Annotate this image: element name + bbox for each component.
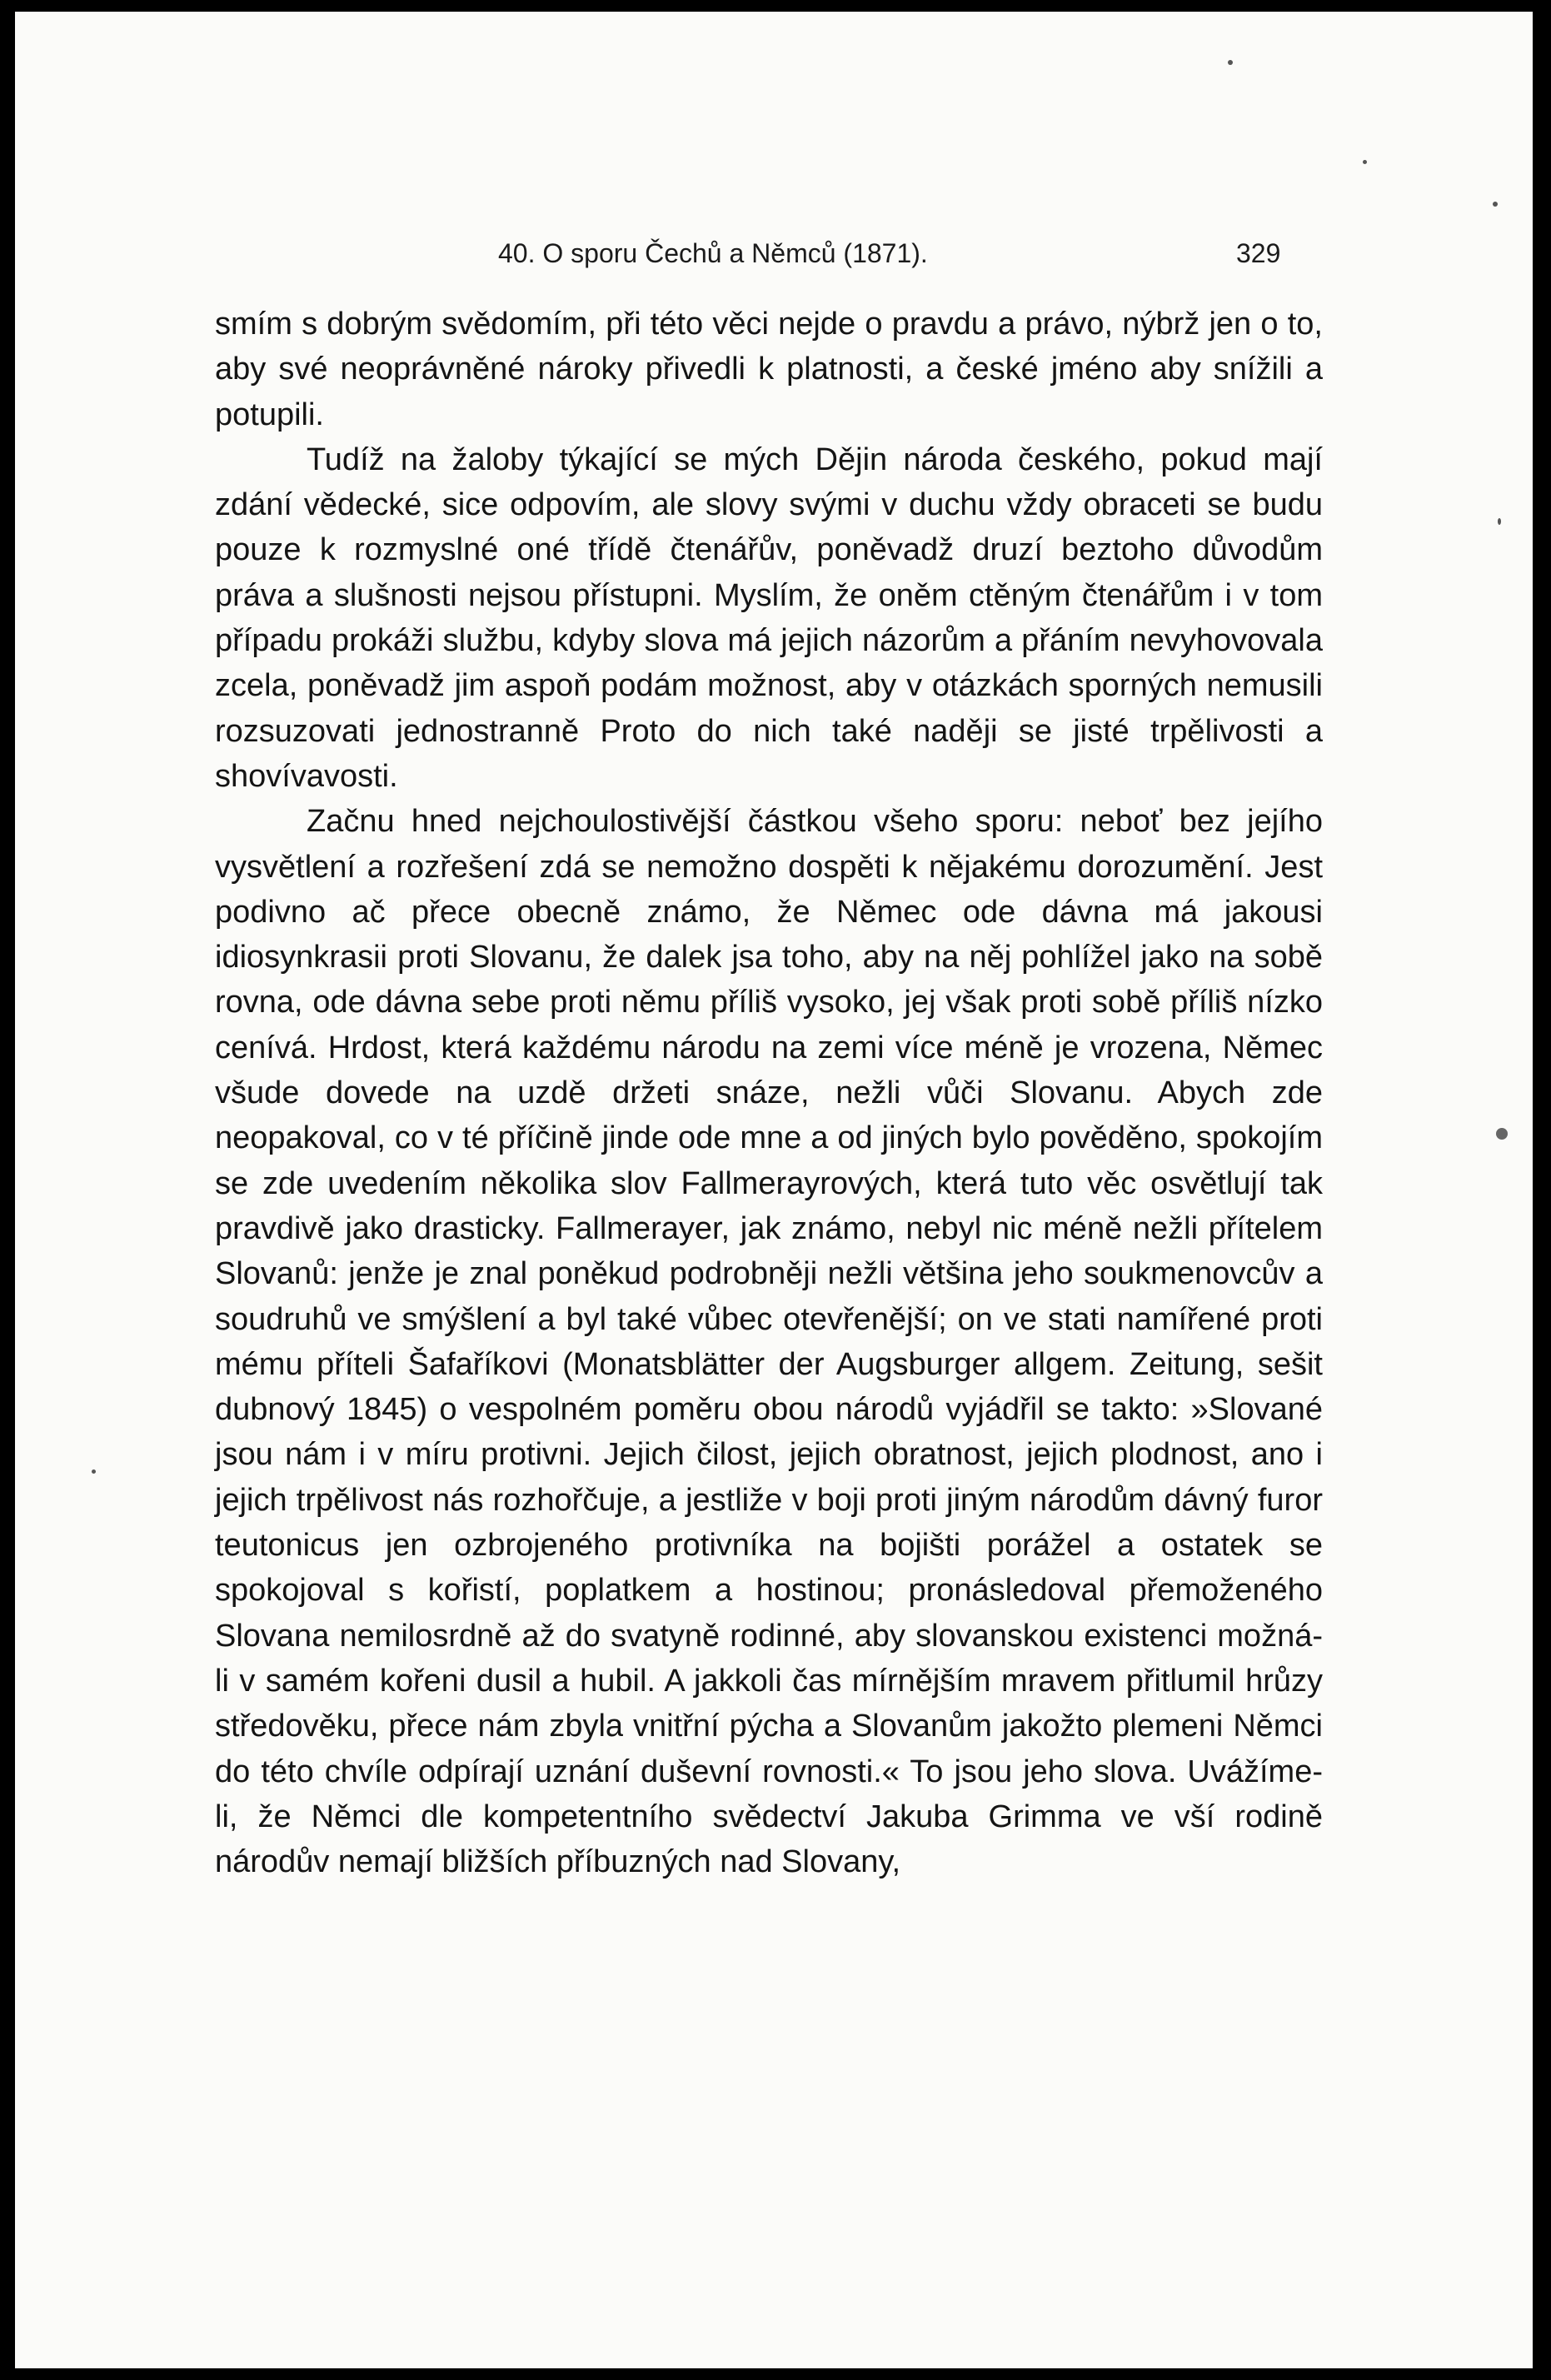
- page-number: 329: [1236, 238, 1281, 268]
- scan-speck: [1498, 518, 1501, 525]
- book-page: [15, 12, 1533, 2368]
- scan-speck: [92, 1469, 96, 1474]
- running-title: 40. O sporu Čechů a Němců (1871).: [498, 238, 928, 268]
- paragraph: Začnu hned nejchoulostivější částkou všeho sporu: neboť bez jejího vysvětlení a rozřešení zdá se nemožno dospěti k nějakému dorozumění. Jest podivno ač přece obecně známo, že Němec ode dávna má jakousi idiosynkrasii proti Slovanu, že dalek jsa toho, aby na něj pohlížel jako na sobě rovna, ode dávna sebe proti němu příliš vysoko, jej však proti sobě příliš nízko cenívá. Hrdost, která každému národu na zemi více méně je vrozena, Němec všude dovede na uzdě držeti snáze, nežli vůči Slovanu. Abych zde neopakoval, co v té příčině jinde ode mne a od jiných bylo pověděno, spokojím se zde uvedením několika slov Fallmerayrových, která tuto věc osvětlují tak pravdivě jako drasticky. Fallmerayer, jak známo, nebyl nic méně nežli přítelem Slovanů: jenže je znal poněkud podrobněji nežli většina jeho soukmenovcův a soudruhů ve smýšlení a byl také vůbec otevřenější; on ve stati namířené proti mému příteli Šafaříkovi (Monatsblätter der Augsburger allgem. Zeitung, sešit dubnový 1845) o vespolném poměru obou národů vyjádřil se takto: »Slované jsou nám i v míru protivni. Jejich čilost, jejich obratnost, jejich plodnost, ano i jejich trpělivost nás rozhořčuje, a jestliže v boji proti jiným národům dávný furor teutonicus jen ozbrojeného protivníka na bojišti porážel a ostatek se spokojoval s kořistí, poplatkem a hostinou; pronásledoval přemoženého Slovana nemilosrdně až do svatyně rodinné, aby slovanskou existenci možná-li v samém kořeni dusil a hubil. A jakkoli čas mírnějším mravem přitlumil hrůzy středověku, přece nám zbyla vnitřní pýcha a Slovanům jakožto plemeni Němci do této chvíle odpírají uznání duševní rovnosti.« To jsou jeho slova. Uvážíme-li, že Němci dle kompetentního svědectví Jakuba Grimma ve vší rodině národův nemají bližších příbuzných nad Slovany,: [215, 804, 1323, 1880]
- scan-speck: [1228, 60, 1233, 65]
- paragraph-continuation: smím s dobrým svědomím, při této věci nejde o pravdu a právo, nýbrž jen o to, aby své neoprávněné nároky přivedli k platnosti, a české jméno aby snížili a potupili.: [215, 307, 1323, 432]
- paragraph: Tudíž na žaloby týkající se mých Dějin národa českého, pokud mají zdání vědecké, sice odpovím, ale slovy svými v duchu vždy obraceti se budu pouze k rozmyslné oné třídě čtenářův, poněvadž druzí beztoho důvodům práva a slušnosti nejsou přístupni. Myslím, že oněm ctěným čtenářům i v tom případu prokáži službu, kdyby slova má jejich názorům a přáním nevyhovovala zcela, poněvadž jim aspoň podám možnost, aby v otázkách sporných nemusili rozsuzovati jednostranně Proto do nich také naději se jisté trpělivosti a shovívavosti.: [215, 442, 1323, 794]
- body-text: [215, 302, 1323, 1884]
- scan-speck: [1496, 1128, 1508, 1140]
- scan-speck: [1493, 202, 1498, 207]
- scan-speck: [1363, 160, 1367, 164]
- page-header: [15, 230, 1533, 280]
